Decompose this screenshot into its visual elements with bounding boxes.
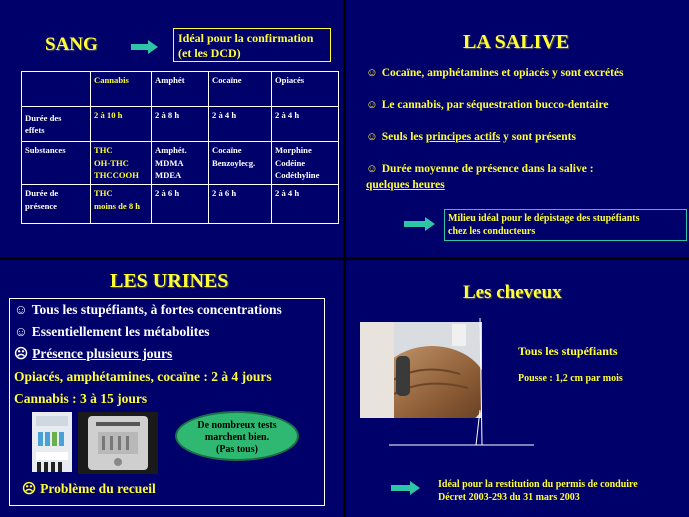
table-header-cell: Cocaïne <box>209 72 272 107</box>
salive-title: LA SALIVE <box>463 31 570 53</box>
table-header-cell: Opiacés <box>272 72 339 107</box>
table-cell: Cocaïne Benzoylecg. <box>209 142 272 185</box>
sang-box-line-1: Idéal pour la confirmation <box>178 31 314 45</box>
sang-title: SANG <box>45 34 98 55</box>
urines-line-5: Cannabis : 3 à 15 jours <box>14 391 148 406</box>
smiley-icon: ☺ <box>14 302 28 317</box>
right-arrow-icon <box>131 40 159 54</box>
urines-line-1: ☺ Tous les stupéfiants, à fortes concentrations <box>14 302 282 317</box>
urines-line-4: Opiacés, amphétamines, cocaïne : 2 à 4 jours <box>14 369 272 384</box>
table-cell: 2 à 4 h <box>209 107 272 142</box>
table-cell: 2 à 10 h <box>91 107 152 142</box>
table-cell: 2 à 6 h <box>209 185 272 224</box>
frown-icon: ☹ <box>14 346 29 361</box>
sang-info-box <box>173 28 331 62</box>
frown-icon: ☹ <box>22 481 37 496</box>
table-row <box>22 185 339 224</box>
table-cell: Substances <box>22 142 91 185</box>
smiley-icon: ☺ <box>366 131 378 143</box>
cheveux-line-2: Pousse : 1,2 cm par mois <box>518 373 623 384</box>
urines-line-3: ☹ Présence plusieurs jours <box>14 346 173 361</box>
smiley-icon: ☺ <box>14 324 28 339</box>
urines-line-6: ☹ Problème du recueil <box>22 481 156 496</box>
table-header-row <box>22 72 339 107</box>
table-cell: 2 à 6 h <box>152 185 209 224</box>
hair-diagram-lines <box>386 315 536 450</box>
right-arrow-icon <box>404 217 436 231</box>
right-arrow-icon <box>391 481 421 495</box>
panel-urines <box>0 260 343 517</box>
table-cell: Amphét. MDMA MDEA <box>152 142 209 185</box>
cheveux-line-1: Tous les stupéfiants <box>518 344 618 358</box>
table-cell: THC moins de 8 h <box>91 185 152 224</box>
table-header-cell: Amphét <box>152 72 209 107</box>
salive-line-4: ☺ Durée moyenne de présence dans la salive : <box>366 163 594 175</box>
table-cell: 2 à 4 h <box>272 185 339 224</box>
salive-box-line-2: chez les conducteurs <box>448 226 536 237</box>
rapid-test-device-image <box>78 412 158 474</box>
sang-table <box>21 71 339 224</box>
cheveux-title: Les cheveux <box>463 282 562 303</box>
salive-line-5: quelques heures <box>366 179 445 191</box>
salive-info-box <box>444 209 687 241</box>
table-header-cell: Cannabis <box>91 72 152 107</box>
urines-title: LES URINES <box>110 270 229 292</box>
salive-line-1: ☺ Cocaïne, amphétamines et opiacés y sont excrétés <box>366 67 624 79</box>
salive-line-2: ☺ Le cannabis, par séquestration bucco-dentaire <box>366 99 609 111</box>
sang-box-line-2: (et les DCD) <box>178 46 241 60</box>
urines-line-2: ☺ Essentiellement les métabolites <box>14 324 210 339</box>
table-header-cell <box>22 72 91 107</box>
panel-sang <box>0 0 343 257</box>
panel-cheveux <box>346 260 689 517</box>
table-cell: Morphine Codéine Codéthyline <box>272 142 339 185</box>
smiley-icon: ☺ <box>366 67 378 79</box>
cheveux-footer: Idéal pour la restitution du permis de conduire Décret 2003-293 du 31 mars 2003 <box>438 479 638 503</box>
table-row <box>22 142 339 185</box>
salive-box-line-1: Milieu idéal pour le dépistage des stupéfiants <box>448 213 640 224</box>
table-cell: THC OH-THC THCCOOH <box>91 142 152 185</box>
table-cell: Durée de présence <box>22 185 91 224</box>
panel-salive <box>346 0 689 257</box>
table-cell: 2 à 8 h <box>152 107 209 142</box>
urines-note-oval: De nombreux tests marchent bien. (Pas tous) <box>175 411 299 461</box>
table-cell: 2 à 4 h <box>272 107 339 142</box>
smiley-icon: ☺ <box>366 163 378 175</box>
smiley-icon: ☺ <box>366 99 378 111</box>
table-row <box>22 107 339 142</box>
salive-line-3: ☺ Seuls les principes actifs y sont présents <box>366 131 576 143</box>
urine-test-strip-image <box>32 412 72 472</box>
table-cell: Durée des effets <box>22 107 91 142</box>
